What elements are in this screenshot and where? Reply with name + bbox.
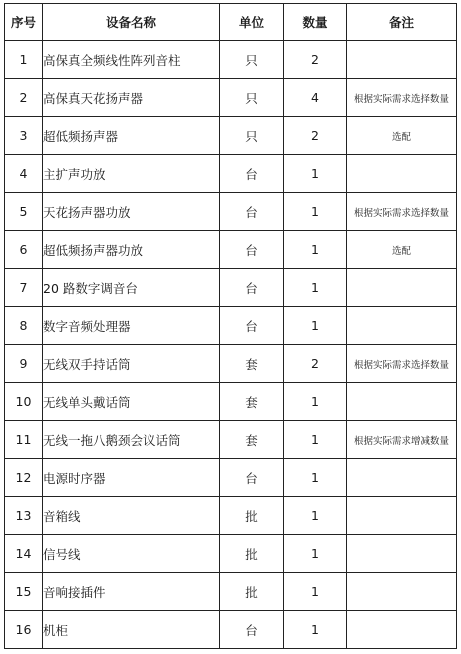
table-row: [5, 611, 457, 649]
serial-number-cell: 12: [5, 459, 43, 497]
quantity-cell: 4: [284, 79, 347, 117]
equipment-name-cell: 数字音频处理器: [43, 307, 220, 345]
table-row: [5, 41, 457, 79]
quantity-cell: 2: [284, 41, 347, 79]
quantity-cell: 1: [284, 269, 347, 307]
quantity-cell: 1: [284, 383, 347, 421]
table-row: [5, 307, 457, 345]
header-unit: 单位: [220, 4, 284, 41]
table-row: [5, 573, 457, 611]
serial-number-cell: 8: [5, 307, 43, 345]
quantity-cell: 1: [284, 231, 347, 269]
header-quantity: 数量: [284, 4, 347, 41]
table-row: [5, 117, 457, 155]
equipment-name-cell: 音响接插件: [43, 573, 220, 611]
table-row: [5, 269, 457, 307]
unit-cell: 只: [220, 41, 284, 79]
equipment-name-cell: 无线一拖八鹅颈会议话筒: [43, 421, 220, 459]
table-row: [5, 231, 457, 269]
remarks-cell: 根据实际需求选择数量: [347, 79, 457, 117]
equipment-name-cell: 高保真天花扬声器: [43, 79, 220, 117]
unit-cell: 台: [220, 231, 284, 269]
quantity-cell: 1: [284, 155, 347, 193]
unit-cell: 台: [220, 193, 284, 231]
unit-cell: 批: [220, 573, 284, 611]
table-row: [5, 155, 457, 193]
table-row: [5, 459, 457, 497]
equipment-name-cell: 无线单头戴话筒: [43, 383, 220, 421]
unit-cell: 批: [220, 535, 284, 573]
equipment-name-cell: 主扩声功放: [43, 155, 220, 193]
remarks-cell: [347, 497, 457, 535]
remarks-cell: [347, 307, 457, 345]
remarks-cell: [347, 383, 457, 421]
remarks-cell: [347, 535, 457, 573]
remarks-cell: 根据实际需求选择数量: [347, 345, 457, 383]
equipment-name-cell: 天花扬声器功放: [43, 193, 220, 231]
serial-number-cell: 1: [5, 41, 43, 79]
unit-cell: 台: [220, 459, 284, 497]
remarks-cell: [347, 611, 457, 649]
serial-number-cell: 10: [5, 383, 43, 421]
quantity-cell: 1: [284, 193, 347, 231]
unit-cell: 套: [220, 383, 284, 421]
table-row: [5, 79, 457, 117]
unit-cell: 只: [220, 79, 284, 117]
table-row: [5, 535, 457, 573]
table-header-row: [5, 4, 457, 41]
table-row: [5, 193, 457, 231]
equipment-name-cell: 高保真全频线性阵列音柱: [43, 41, 220, 79]
serial-number-cell: 11: [5, 421, 43, 459]
header-remarks: 备注: [347, 4, 457, 41]
serial-number-cell: 3: [5, 117, 43, 155]
table-row: [5, 421, 457, 459]
serial-number-cell: 16: [5, 611, 43, 649]
unit-cell: 只: [220, 117, 284, 155]
remarks-cell: 根据实际需求增减数量: [347, 421, 457, 459]
quantity-cell: 2: [284, 345, 347, 383]
serial-number-cell: 9: [5, 345, 43, 383]
serial-number-cell: 14: [5, 535, 43, 573]
remarks-cell: 根据实际需求选择数量: [347, 193, 457, 231]
remarks-cell: 选配: [347, 117, 457, 155]
quantity-cell: 1: [284, 421, 347, 459]
unit-cell: 台: [220, 307, 284, 345]
quantity-cell: 1: [284, 307, 347, 345]
table-row: [5, 345, 457, 383]
quantity-cell: 1: [284, 497, 347, 535]
serial-number-cell: 5: [5, 193, 43, 231]
unit-cell: 台: [220, 269, 284, 307]
table-row: [5, 497, 457, 535]
equipment-name-cell: 超低频扬声器功放: [43, 231, 220, 269]
remarks-cell: [347, 41, 457, 79]
remarks-cell: 选配: [347, 231, 457, 269]
unit-cell: 套: [220, 421, 284, 459]
quantity-cell: 1: [284, 535, 347, 573]
equipment-name-cell: 超低频扬声器: [43, 117, 220, 155]
remarks-cell: [347, 459, 457, 497]
equipment-table: [4, 3, 457, 649]
equipment-name-cell: 20 路数字调音台: [43, 269, 220, 307]
serial-number-cell: 7: [5, 269, 43, 307]
quantity-cell: 1: [284, 573, 347, 611]
unit-cell: 台: [220, 155, 284, 193]
quantity-cell: 1: [284, 459, 347, 497]
equipment-name-cell: 机柜: [43, 611, 220, 649]
quantity-cell: 1: [284, 611, 347, 649]
equipment-name-cell: 信号线: [43, 535, 220, 573]
equipment-name-cell: 无线双手持话筒: [43, 345, 220, 383]
remarks-cell: [347, 573, 457, 611]
serial-number-cell: 15: [5, 573, 43, 611]
unit-cell: 批: [220, 497, 284, 535]
serial-number-cell: 13: [5, 497, 43, 535]
unit-cell: 台: [220, 611, 284, 649]
serial-number-cell: 4: [5, 155, 43, 193]
equipment-name-cell: 音箱线: [43, 497, 220, 535]
header-equipment-name: 设备名称: [43, 4, 220, 41]
remarks-cell: [347, 155, 457, 193]
quantity-cell: 2: [284, 117, 347, 155]
remarks-cell: [347, 269, 457, 307]
unit-cell: 套: [220, 345, 284, 383]
serial-number-cell: 6: [5, 231, 43, 269]
table-row: [5, 383, 457, 421]
header-serial-number: 序号: [5, 4, 43, 41]
serial-number-cell: 2: [5, 79, 43, 117]
equipment-name-cell: 电源时序器: [43, 459, 220, 497]
